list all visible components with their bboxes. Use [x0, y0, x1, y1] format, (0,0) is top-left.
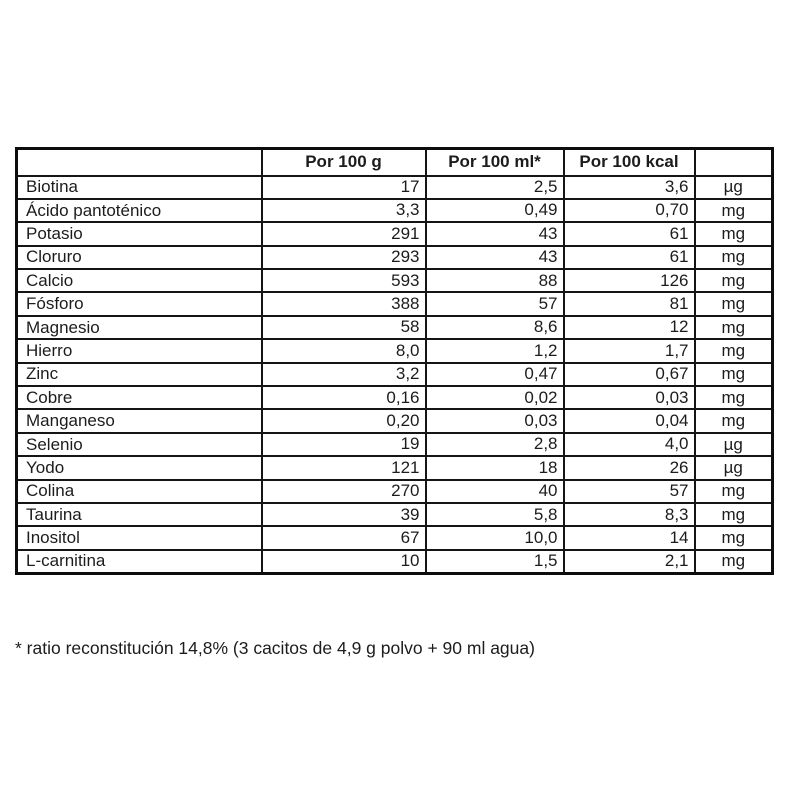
value-per-100g: 17 [262, 176, 426, 199]
nutrient-name: Selenio [17, 433, 262, 456]
unit-label: µg [695, 456, 773, 479]
nutrient-name: Fósforo [17, 292, 262, 315]
table-row [17, 292, 773, 315]
reconstitution-footnote: * ratio reconstitución 14,8% (3 cacitos de 4,9 g polvo + 90 ml agua) [15, 638, 535, 658]
nutrient-name: Taurina [17, 503, 262, 526]
value-per-100g: 10 [262, 550, 426, 573]
nutrient-name: Zinc [17, 363, 262, 386]
table-row [17, 363, 773, 386]
nutrient-name: Hierro [17, 339, 262, 362]
unit-label: mg [695, 409, 773, 432]
value-per-100g: 3,2 [262, 363, 426, 386]
nutrient-name: Inositol [17, 526, 262, 549]
unit-label: mg [695, 363, 773, 386]
value-per-100ml: 43 [426, 222, 564, 245]
value-per-100kcal: 12 [564, 316, 695, 339]
value-per-100g: 593 [262, 269, 426, 292]
value-per-100ml: 2,8 [426, 433, 564, 456]
table-row [17, 246, 773, 269]
nutrient-name: Colina [17, 480, 262, 503]
value-per-100g: 58 [262, 316, 426, 339]
table-row [17, 199, 773, 222]
value-per-100g: 3,3 [262, 199, 426, 222]
unit-label: mg [695, 526, 773, 549]
value-per-100ml: 1,2 [426, 339, 564, 362]
table-row [17, 222, 773, 245]
unit-label: mg [695, 222, 773, 245]
value-per-100g: 19 [262, 433, 426, 456]
value-per-100ml: 0,49 [426, 199, 564, 222]
unit-label: mg [695, 246, 773, 269]
value-per-100kcal: 61 [564, 246, 695, 269]
table-row [17, 503, 773, 526]
table-row [17, 316, 773, 339]
nutrition-table [15, 147, 774, 575]
nutrition-table-header [17, 149, 773, 176]
value-per-100kcal: 0,67 [564, 363, 695, 386]
value-per-100ml: 10,0 [426, 526, 564, 549]
column-header-per-100ml: Por 100 ml* [426, 149, 564, 176]
value-per-100ml: 0,47 [426, 363, 564, 386]
column-header-per-100kcal: Por 100 kcal [564, 149, 695, 176]
value-per-100kcal: 61 [564, 222, 695, 245]
nutrient-name: Manganeso [17, 409, 262, 432]
nutrient-name: Ácido pantoténico [17, 199, 262, 222]
unit-label: µg [695, 433, 773, 456]
nutrient-name: Biotina [17, 176, 262, 199]
value-per-100g: 291 [262, 222, 426, 245]
value-per-100g: 0,16 [262, 386, 426, 409]
table-row [17, 433, 773, 456]
value-per-100g: 270 [262, 480, 426, 503]
value-per-100kcal: 14 [564, 526, 695, 549]
unit-label: mg [695, 503, 773, 526]
value-per-100ml: 5,8 [426, 503, 564, 526]
nutrient-name: Yodo [17, 456, 262, 479]
value-per-100ml: 2,5 [426, 176, 564, 199]
value-per-100ml: 18 [426, 456, 564, 479]
value-per-100kcal: 126 [564, 269, 695, 292]
value-per-100kcal: 0,04 [564, 409, 695, 432]
value-per-100kcal: 1,7 [564, 339, 695, 362]
nutrient-name: L-carnitina [17, 550, 262, 573]
header-row [17, 149, 773, 176]
value-per-100kcal: 2,1 [564, 550, 695, 573]
value-per-100kcal: 4,0 [564, 433, 695, 456]
value-per-100ml: 40 [426, 480, 564, 503]
table-row [17, 480, 773, 503]
table-row [17, 550, 773, 573]
unit-label: mg [695, 386, 773, 409]
value-per-100g: 388 [262, 292, 426, 315]
table-row [17, 176, 773, 199]
unit-label: mg [695, 550, 773, 573]
unit-label: mg [695, 199, 773, 222]
table-row [17, 409, 773, 432]
nutrition-table-body [17, 176, 773, 574]
column-header-per-100g: Por 100 g [262, 149, 426, 176]
unit-label: mg [695, 269, 773, 292]
table-row [17, 526, 773, 549]
value-per-100g: 121 [262, 456, 426, 479]
table-row [17, 339, 773, 362]
value-per-100g: 293 [262, 246, 426, 269]
value-per-100ml: 0,02 [426, 386, 564, 409]
value-per-100g: 8,0 [262, 339, 426, 362]
value-per-100g: 67 [262, 526, 426, 549]
column-header-nutrient [17, 149, 262, 176]
unit-label: mg [695, 292, 773, 315]
nutrient-name: Potasio [17, 222, 262, 245]
unit-label: µg [695, 176, 773, 199]
unit-label: mg [695, 480, 773, 503]
value-per-100kcal: 26 [564, 456, 695, 479]
value-per-100kcal: 81 [564, 292, 695, 315]
value-per-100ml: 8,6 [426, 316, 564, 339]
value-per-100ml: 0,03 [426, 409, 564, 432]
value-per-100ml: 88 [426, 269, 564, 292]
value-per-100kcal: 0,03 [564, 386, 695, 409]
value-per-100ml: 57 [426, 292, 564, 315]
nutrient-name: Cobre [17, 386, 262, 409]
table-row [17, 386, 773, 409]
value-per-100ml: 43 [426, 246, 564, 269]
column-header-unit [695, 149, 773, 176]
table-row [17, 456, 773, 479]
value-per-100kcal: 57 [564, 480, 695, 503]
unit-label: mg [695, 339, 773, 362]
value-per-100kcal: 0,70 [564, 199, 695, 222]
value-per-100g: 0,20 [262, 409, 426, 432]
value-per-100g: 39 [262, 503, 426, 526]
unit-label: mg [695, 316, 773, 339]
nutrient-name: Cloruro [17, 246, 262, 269]
value-per-100ml: 1,5 [426, 550, 564, 573]
table-row [17, 269, 773, 292]
nutrient-name: Magnesio [17, 316, 262, 339]
value-per-100kcal: 8,3 [564, 503, 695, 526]
value-per-100kcal: 3,6 [564, 176, 695, 199]
nutrient-name: Calcio [17, 269, 262, 292]
